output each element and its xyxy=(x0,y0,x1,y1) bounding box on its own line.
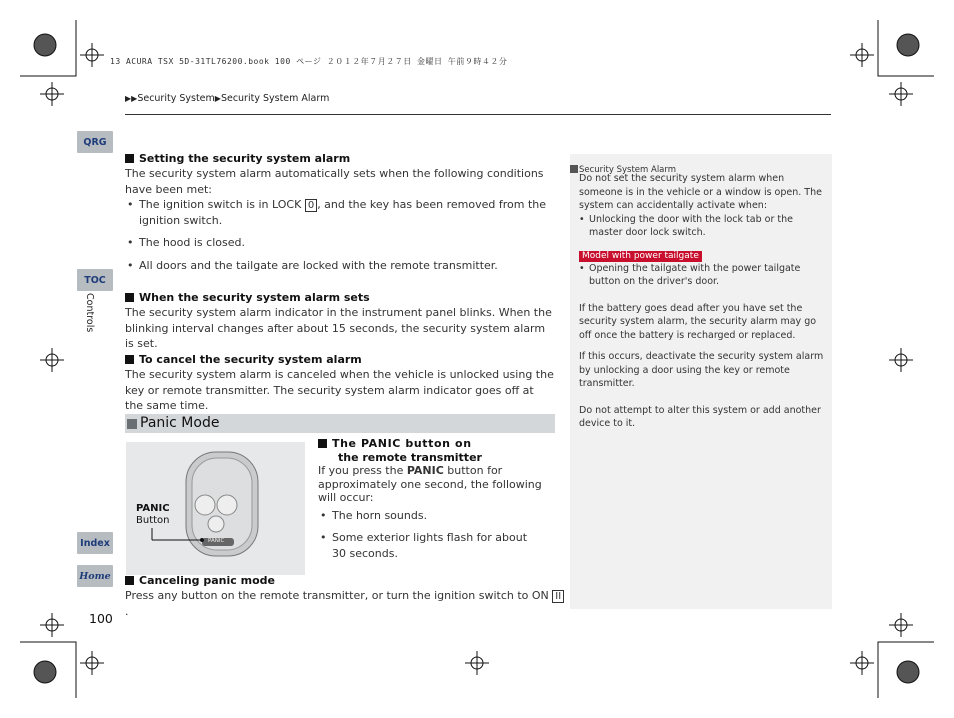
square-bullet-icon xyxy=(318,439,327,448)
cancel-text: The security system alarm is canceled when the vehicle is unlocked using the key or remote transmitter. The security system alarm indicator goes off at the same time. xyxy=(125,368,554,412)
square-bullet-icon xyxy=(125,154,134,163)
breadcrumb-security-alarm[interactable]: Security System Alarm xyxy=(220,93,330,104)
panic-bullet-2: • Some exterior lights flash for about 30 seconds. xyxy=(318,530,542,561)
breadcrumb-security-system[interactable]: Security System xyxy=(137,93,215,104)
panic-mode-title: Panic Mode xyxy=(140,415,220,431)
breadcrumb xyxy=(125,93,329,104)
cancel-heading: To cancel the security system alarm xyxy=(125,353,555,366)
remote-transmitter-illustration xyxy=(126,442,305,575)
double-arrow-icon: ▶▶ xyxy=(125,94,138,103)
index-button[interactable]: Index xyxy=(77,532,113,554)
canceling-panic-heading: Canceling panic mode xyxy=(125,574,565,587)
panic-button-section xyxy=(318,437,554,561)
cancel-section xyxy=(125,353,555,414)
when-set-heading: When the security system alarm sets xyxy=(125,291,555,304)
sidebar-p1: Do not set the security system alarm when someone is in the vehicle or a window is open. The system can accidentally activate when: xyxy=(579,173,822,211)
on-ii-key-icon: II xyxy=(552,590,564,603)
lock-0-key-icon: 0 xyxy=(305,199,317,212)
qrg-button[interactable]: QRG xyxy=(77,131,113,153)
sidebar-tag-row xyxy=(579,243,825,262)
header-divider xyxy=(125,114,831,115)
panic-bullet-1: • The horn sounds. xyxy=(318,508,554,524)
setting-bullet-3: • All doors and the tailgate are locked with the remote transmitter. xyxy=(125,258,555,274)
home-button[interactable]: Home xyxy=(77,565,113,587)
square-bullet-icon xyxy=(125,576,134,585)
when-set-text: The security system alarm indicator in the instrument panel blinks. When the blinking interval changes after about 15 seconds, the security system alarm is set. xyxy=(125,306,552,350)
panic-button-callout: PANIC Button xyxy=(136,503,170,526)
sidebar-p2: If the battery goes dead after you have set the security system alarm, the security alarm may go off once the battery is recharged or replaced. xyxy=(579,302,817,341)
fob-panic-label: PANIC xyxy=(208,538,225,544)
setting-section xyxy=(125,152,555,273)
square-bullet-icon xyxy=(125,293,134,302)
model-tag: Model with power tailgate xyxy=(579,251,702,262)
setting-intro: The security system alarm automatically sets when the following conditions have been met: xyxy=(125,167,544,196)
sidebar-notes xyxy=(570,154,832,609)
sidebar-bullet-1: • Unlocking the door with the lock tab or the master door lock switch. xyxy=(579,213,825,240)
arrow-icon: ▶ xyxy=(214,94,221,103)
toc-button[interactable]: TOC xyxy=(77,269,113,291)
sidebar-title: Security System Alarm xyxy=(570,157,676,176)
panic-button-heading: The PANIC button on xyxy=(318,437,554,450)
panic-button-heading-2: the remote transmitter xyxy=(338,451,482,464)
square-bullet-icon xyxy=(125,355,134,364)
panic-mode-bar xyxy=(125,414,555,433)
when-set-section xyxy=(125,291,555,352)
canceling-panic-section xyxy=(125,574,565,619)
sidebar-bullet-2: • Opening the tailgate with the power tailgate button on the driver's door. xyxy=(579,262,825,289)
sidebar-p3: If this occurs, deactivate the security system alarm by unlocking a door using the key or remote transmitter. xyxy=(579,351,824,389)
setting-bullet-1: • The ignition switch is in LOCK 0 , and the key has been removed from the ignition switch. xyxy=(125,197,555,228)
setting-heading: Setting the security system alarm xyxy=(125,152,555,165)
print-header: 13 ACURA TSX 5D-31TL76200.book 100 ページ ２０１２年７月２７日 金曜日 午前９時４２分 xyxy=(110,57,508,66)
panic-button-text: If you press the PANIC button for approximately one second, the following will occur: xyxy=(318,464,542,504)
canceling-panic-text: Press any button on the remote transmitter, or turn the ignition switch to ON II. xyxy=(125,588,565,619)
sidebar-body xyxy=(579,172,825,431)
sidebar-p4: Do not attempt to alter this system or add another device to it. xyxy=(579,404,821,429)
chapter-label: Controls xyxy=(84,293,95,333)
setting-bullet-2: • The hood is closed. xyxy=(125,235,555,251)
square-bullet-icon xyxy=(127,419,137,429)
page-number: 100 xyxy=(89,611,113,626)
note-icon xyxy=(570,165,578,173)
